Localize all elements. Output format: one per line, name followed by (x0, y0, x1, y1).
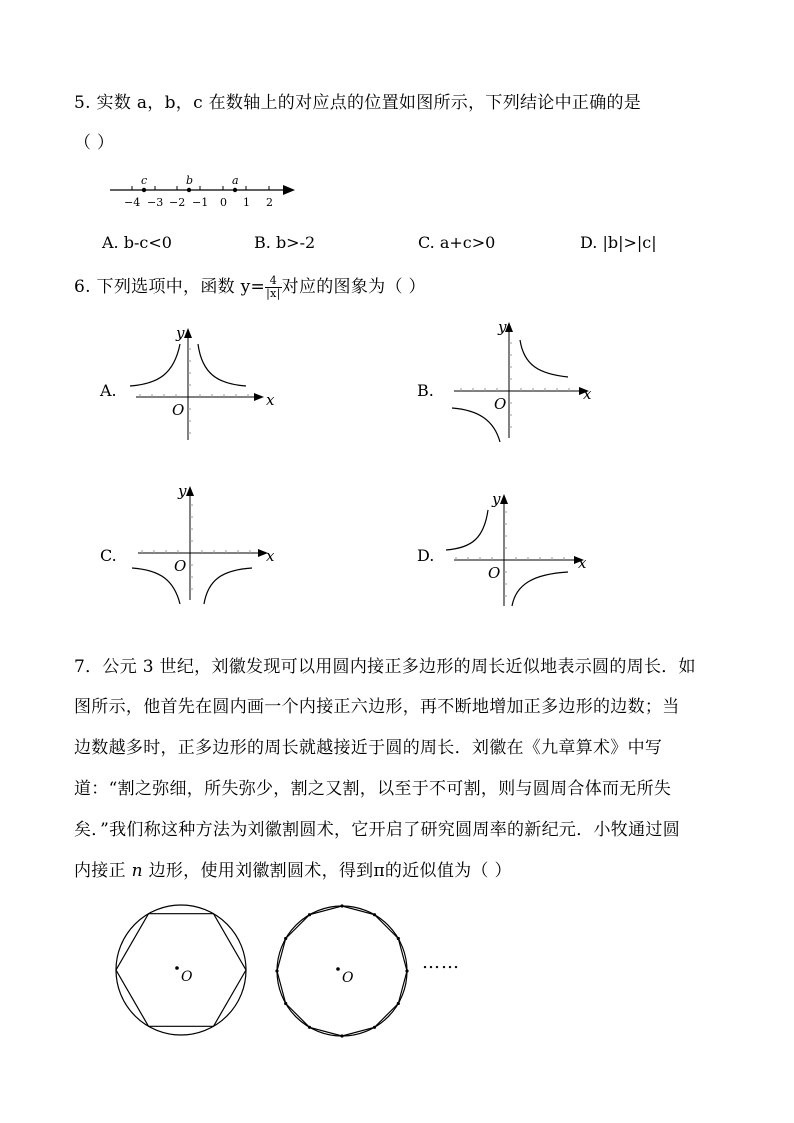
q5-option-d[interactable] (580, 233, 657, 252)
tick-neg1: −1 (192, 196, 209, 209)
point-a (233, 188, 237, 192)
graph-d-x-label: x (578, 554, 587, 572)
tick-0: 0 (220, 196, 227, 209)
tick-neg2: −2 (169, 196, 186, 209)
q5-option-b-text: b>-2 (275, 233, 316, 252)
label-b: b (186, 174, 194, 187)
graph-b-y-label: y (498, 318, 507, 336)
q6-stem (74, 272, 426, 300)
q7-last-after: 边形，使用刘徽割圆术，得到π的近似值为（ ） (142, 861, 512, 881)
hexagon-center-label: O (181, 969, 193, 985)
q7-line-4: 道：“割之弥细，所失弥少，割之又割，以至于不可割，则与圆周合体而无所失 (74, 779, 672, 799)
q5-text: 实数 a，b，c 在数轴上的对应点的位置如图所示，下列结论中正确的是 (96, 93, 642, 113)
q5-stem (74, 88, 641, 113)
q7-last-before: 内接正 (74, 861, 132, 881)
tick-1: 1 (243, 196, 250, 209)
point-b (187, 188, 191, 192)
q5-number: 5. (74, 93, 91, 113)
graph-a-origin: O (172, 401, 185, 419)
graph-d-y-label: y (492, 490, 501, 508)
q6-graph-c (128, 480, 278, 608)
point-c (142, 188, 146, 192)
q5-option-a-text: b-c<0 (123, 233, 172, 252)
graph-c-y-label: y (178, 482, 187, 500)
q5-option-d-text: |b|>|c| (602, 233, 657, 252)
tick-2: 2 (266, 196, 273, 209)
graph-c-origin: O (174, 557, 187, 575)
q7-var-n: n (131, 861, 143, 881)
q6-option-c[interactable]: C. (100, 546, 117, 565)
q6-graph-d (446, 488, 596, 613)
q7-line-3: 边数越多时，正多边形的周长就越接近于圆的周长．刘徽在《九章算术》中写 (74, 738, 663, 758)
q5-number-line (105, 170, 305, 212)
q5-option-b[interactable] (254, 233, 315, 252)
q7-hexagon-circle (106, 904, 256, 1042)
q7-dodecagon-circle (270, 904, 415, 1042)
label-a: a (232, 174, 239, 187)
q7-line-1: 7．公元 3 世纪，刘徽发现可以用圆内接正多边形的周长近似地表示圆的周长．如 (74, 657, 696, 677)
q5-option-d-letter: D. (580, 233, 598, 252)
q6-text-after: 对应的图象为（ ） (281, 277, 426, 297)
label-c: c (141, 174, 148, 187)
q5-option-c-letter: C. (418, 233, 435, 252)
q5-option-c[interactable] (418, 233, 495, 252)
q7-line-5: 矣．”我们称这种方法为刘徽割圆术，它开启了研究圆周率的新纪元．小牧通过圆 (74, 820, 680, 840)
q7-ellipsis: …… (422, 952, 460, 973)
dodecagon-center-label: O (342, 970, 354, 986)
q6-graph-a (126, 322, 276, 447)
q5-answer-paren: （ ） (74, 133, 115, 153)
graph-d-origin: O (488, 564, 501, 582)
tick-neg4: −4 (124, 196, 141, 209)
q6-frac-num: 4 (269, 274, 278, 287)
q6-frac-den: |x| (266, 287, 281, 300)
q6-graph-b (446, 316, 601, 446)
tick-neg3: −3 (147, 196, 164, 209)
q6-option-a[interactable]: A. (100, 381, 117, 400)
q7-line-6 (74, 856, 512, 881)
q6-option-d[interactable]: D. (417, 546, 435, 565)
q5-option-b-letter: B. (254, 233, 271, 252)
graph-c-x-label: x (266, 547, 275, 565)
q5-option-a-letter: A. (102, 233, 119, 252)
q6-fraction (265, 275, 282, 300)
q5-option-c-text: a+c>0 (439, 233, 496, 252)
graph-a-y-label: y (176, 324, 185, 342)
graph-a-x-label: x (266, 391, 275, 409)
q5-option-a[interactable] (102, 233, 172, 252)
q6-number: 6. (74, 277, 91, 297)
q6-option-b[interactable]: B. (417, 381, 434, 400)
graph-b-x-label: x (583, 385, 592, 403)
q7-line-2: 图所示，他首先在圆内画一个内接正六边形，再不断地增加正多边形的边数；当 (74, 697, 680, 717)
q6-text-before: 下列选项中，函数 y= (96, 277, 266, 297)
graph-b-origin: O (494, 395, 507, 413)
